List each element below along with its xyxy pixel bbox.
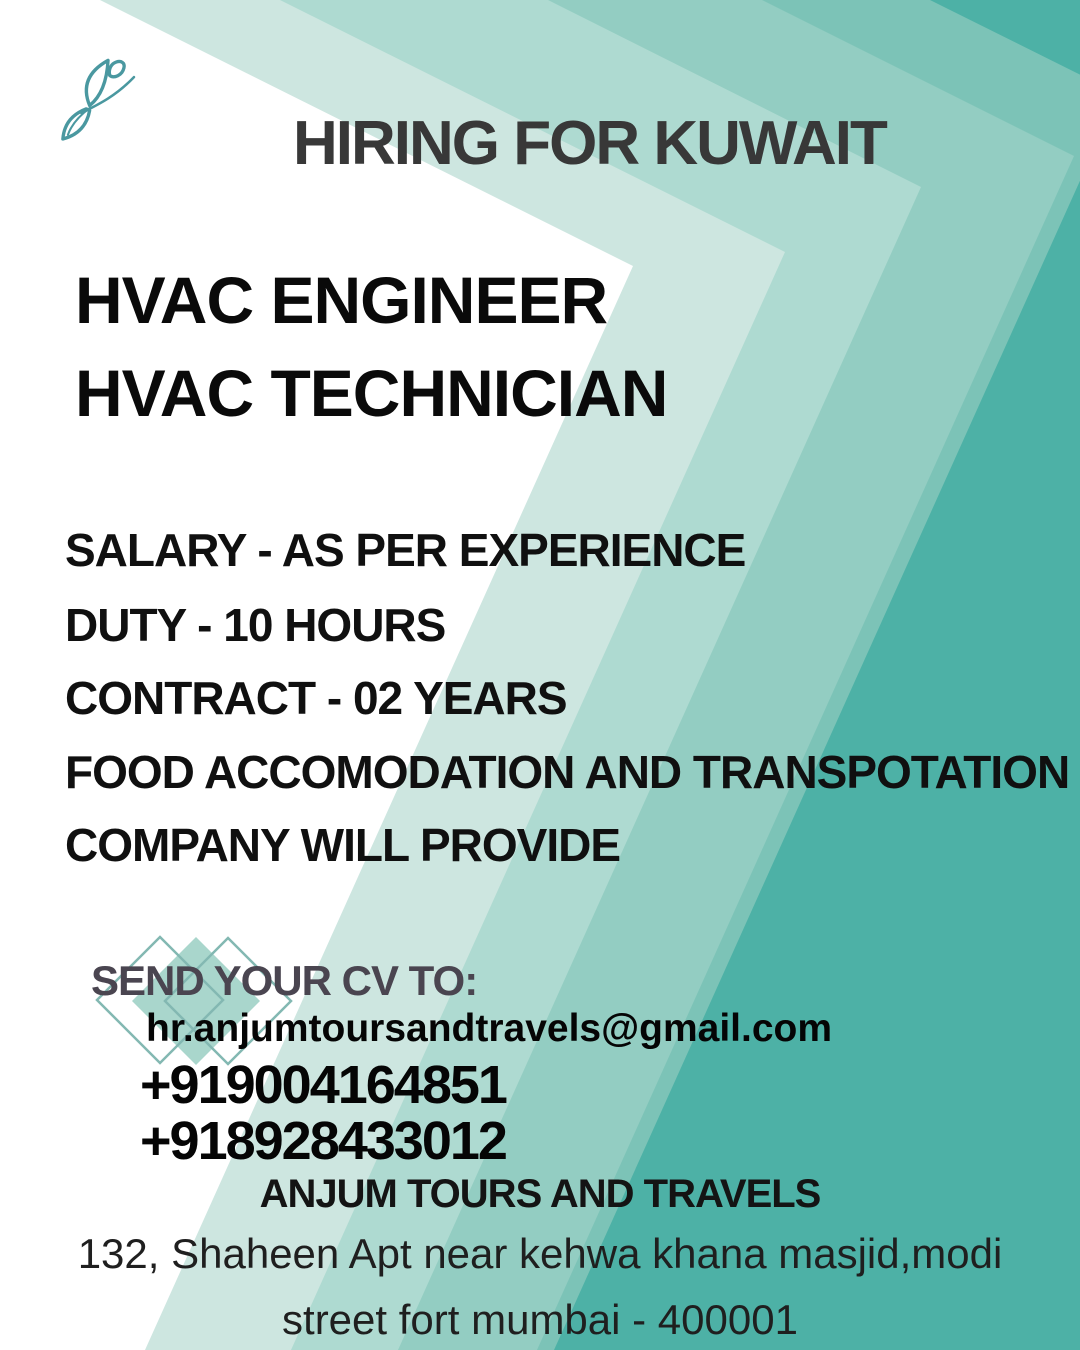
contact-phone-1: +919004164851: [140, 1055, 506, 1115]
detail-duty: DUTY - 10 HOURS: [65, 599, 446, 651]
poster-title: HIRING FOR KUWAIT: [293, 109, 886, 178]
butterfly-curl: [109, 62, 124, 77]
detail-salary: SALARY - AS PER EXPERIENCE: [65, 524, 746, 576]
agency-address-line-1: 132, Shaheen Apt near kehwa khana masjid,modi: [77, 1230, 1003, 1277]
position-hvac-engineer: HVAC ENGINEER: [75, 263, 608, 337]
butterfly-lower-wing: [63, 109, 90, 139]
agency-address-line-2: street fort mumbai - 400001: [282, 1296, 798, 1343]
contact-email: hr.anjumtoursandtravels@gmail.com: [146, 1007, 833, 1050]
send-cv-heading: SEND YOUR CV TO:: [91, 957, 478, 1004]
agency-name: ANJUM TOURS AND TRAVELS: [259, 1172, 821, 1216]
butterfly-upper-wing: [86, 60, 108, 105]
detail-benefits-2: COMPANY WILL PROVIDE: [65, 819, 621, 871]
detail-benefits: FOOD ACCOMODATION AND TRANSPOTATION: [65, 746, 1070, 798]
position-hvac-technician: HVAC TECHNICIAN: [75, 356, 668, 430]
contact-phone-2: +918928433012: [140, 1111, 506, 1171]
butterfly-logo-icon: [56, 52, 140, 144]
detail-contract: CONTRACT - 02 YEARS: [65, 672, 567, 724]
